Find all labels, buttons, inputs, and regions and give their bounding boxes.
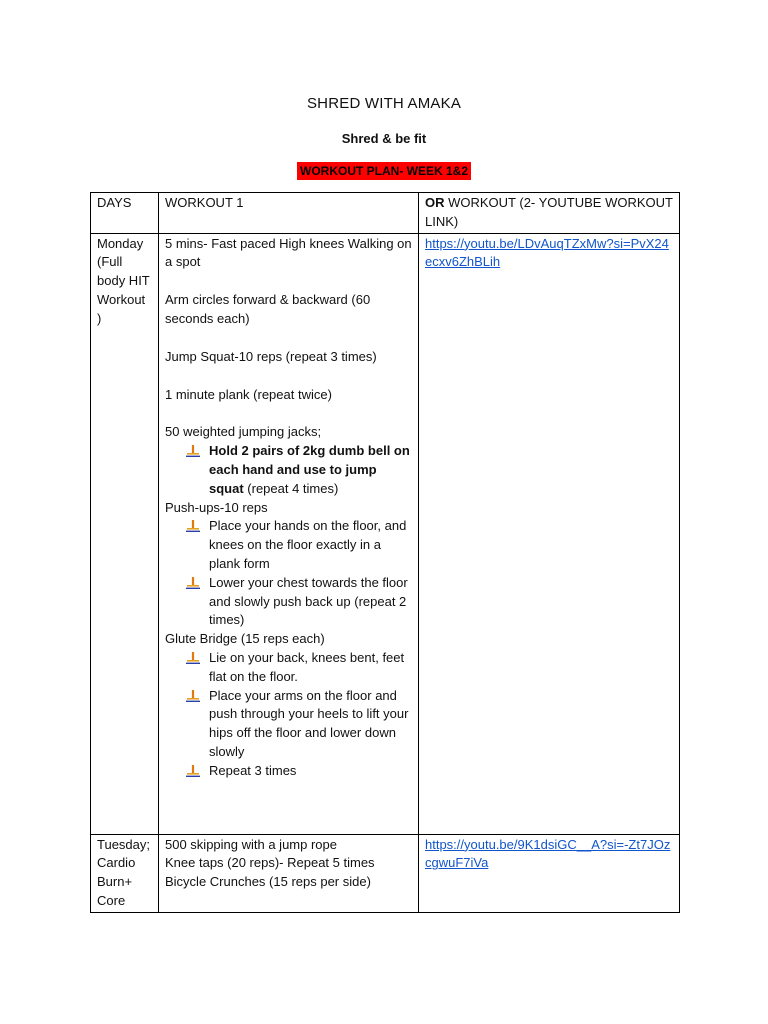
list-item	[165, 517, 412, 573]
header-workout1-label: WORKOUT 1	[165, 195, 244, 210]
tuesday-line: 500 skipping with a jump rope	[165, 836, 337, 852]
bullet-text: Lower your chest towards the floor and slowly push back up (repeat 2 times)	[209, 574, 408, 628]
monday-line: Glute Bridge (15 reps each)	[165, 631, 325, 647]
monday-line: 1 minute plank (repeat twice)	[165, 386, 332, 402]
header-workout2	[419, 193, 680, 234]
table-header-row	[91, 193, 680, 234]
monday-day-cell	[91, 233, 159, 834]
bullet-text: Repeat 3 times	[209, 762, 297, 778]
bullet-text: Lie on your back, knees bent, feet flat on the floor.	[209, 649, 405, 684]
tuesday-link-cell	[419, 834, 680, 912]
monday-link-cell	[419, 233, 680, 834]
tuesday-day-label: Tuesday; Cardio Burn+ Core	[97, 836, 150, 908]
header-or-word: OR	[425, 195, 445, 210]
pushpin-bullet-icon	[185, 574, 209, 592]
list-item	[165, 442, 412, 498]
monday-line: 5 mins- Fast paced High knees Walking on a spot	[165, 235, 412, 270]
page-subtitle: Shred & be fit	[341, 131, 427, 146]
list-item	[165, 649, 412, 687]
monday-workout-cell	[159, 233, 419, 834]
tuesday-line: Bicycle Crunches (15 reps per side)	[165, 874, 371, 890]
table-row-tuesday	[91, 834, 680, 912]
monday-line: Push-ups-10 reps	[165, 499, 268, 515]
bullet-bold-text: Hold 2 pairs of 2kg dumb bell on each hand and use to jump squat	[209, 443, 410, 496]
list-item	[165, 762, 412, 781]
table-row-monday	[91, 233, 680, 834]
plan-label-wrap	[0, 162, 768, 180]
list-item	[165, 687, 412, 762]
tuesday-day-cell	[91, 834, 159, 912]
bullet-text: Place your arms on the floor and push through your heels to lift your hips off the floor and lower down slowly	[209, 687, 409, 759]
monday-youtube-link[interactable]: https://youtu.be/LDvAuqTZxMw?si=PvX24ecxv6ZhBLih	[425, 235, 669, 270]
monday-day-label: Monday (Full body HIT Workout )	[97, 235, 150, 326]
header-days	[91, 193, 159, 234]
pushpin-bullet-icon	[185, 442, 209, 460]
list-item	[165, 574, 412, 630]
workout-table	[90, 192, 680, 913]
monday-line: 50 weighted jumping jacks;	[165, 424, 322, 440]
bullet-text: Place your hands on the floor, and knees on the floor exactly in a plank form	[209, 518, 407, 571]
tuesday-line: Knee taps (20 reps)- Repeat 5 times	[165, 855, 375, 871]
plan-label: WORKOUT PLAN- WEEK 1&2	[297, 162, 471, 180]
tuesday-youtube-link[interactable]: https://youtu.be/9K1dsiGC__A?si=-Zt7JOzcgwuF7iVa	[425, 836, 671, 871]
pushpin-bullet-icon	[185, 649, 209, 667]
pushpin-bullet-icon	[185, 517, 209, 535]
pushpin-bullet-icon	[185, 762, 209, 780]
tuesday-workout-cell	[159, 834, 419, 912]
bullet-text: (repeat 4 times)	[243, 480, 339, 496]
header-days-label: DAYS	[97, 195, 132, 210]
header-workout1	[159, 193, 419, 234]
monday-line: Arm circles forward & backward (60 seconds each)	[165, 292, 371, 326]
page-title: SHRED WITH AMAKA	[306, 95, 462, 112]
header-workout2-label: WORKOUT (2- YOUTUBE WORKOUT LINK)	[425, 195, 673, 229]
pushpin-bullet-icon	[185, 687, 209, 705]
monday-line: Jump Squat-10 reps (repeat 3 times)	[165, 348, 377, 364]
